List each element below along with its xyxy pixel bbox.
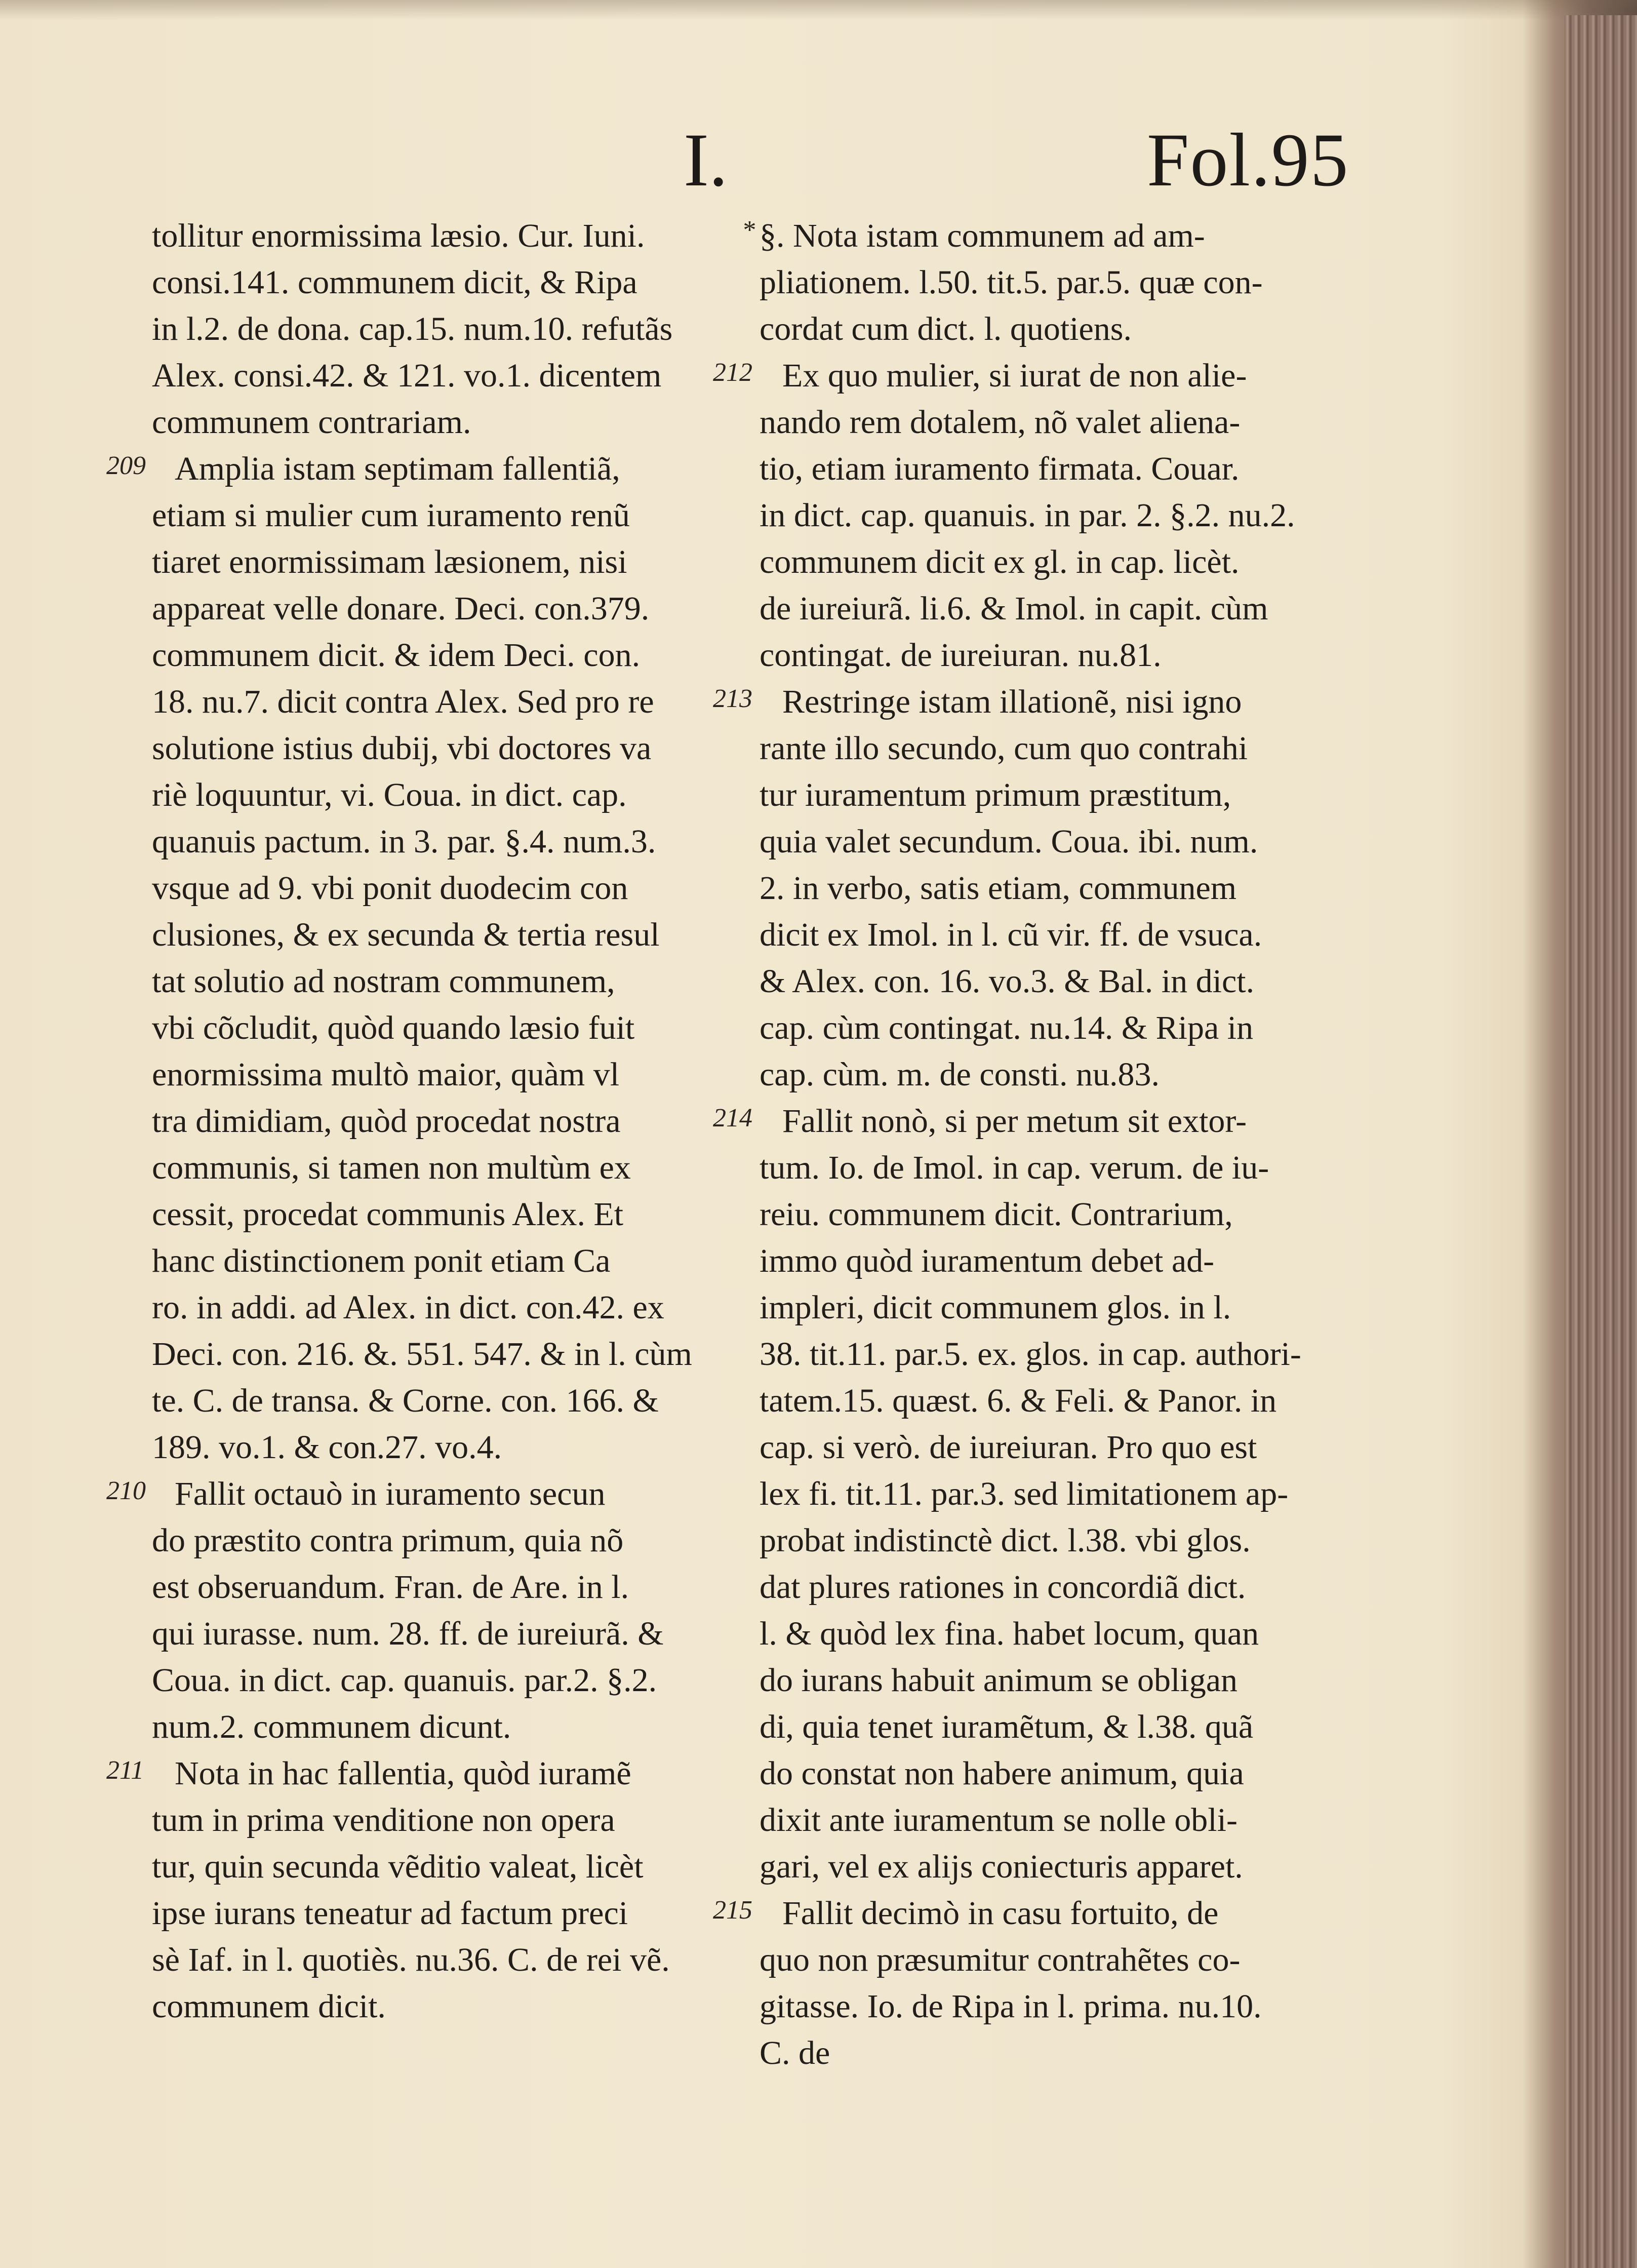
text-line: communem dicit. & idem Deci. con. (152, 637, 641, 674)
page-top-shadow (0, 0, 1637, 20)
text-line: ipse iurans teneatur ad factum preci (152, 1895, 628, 1932)
text-line: lex fi. tit.11. par.3. sed limitationem ap- (760, 1475, 1289, 1512)
text-line: pliationem. l.50. tit.5. par.5. quæ con- (760, 264, 1263, 301)
text-line: immo quòd iuramentum debet ad- (760, 1242, 1215, 1279)
text-line: sè Iaf. in l. quotiès. nu.36. C. de rei vẽ. (152, 1941, 670, 1978)
text-line: communem dicit ex gl. in cap. licèt. (760, 543, 1240, 580)
paragraph-number: 215 (713, 1896, 752, 1925)
text-line: tur iuramentum primum præstitum, (760, 776, 1231, 813)
text-line: dat plures rationes in concordiã dict. (760, 1569, 1246, 1606)
text-line: tollitur enormissima læsio. Cur. Iuni. (152, 217, 645, 254)
text-line: de iureiurã. li.6. & Imol. in capit. cùm (760, 590, 1268, 627)
text-line: impleri, dicit communem glos. in l. (760, 1289, 1231, 1326)
text-line: reiu. communem dicit. Contrarium, (760, 1196, 1233, 1233)
text-line: tur, quin secunda vẽditio valeat, licèt (152, 1848, 644, 1885)
text-line: Nota in hac fallentia, quòd iuramẽ (175, 1755, 631, 1792)
text-line: in l.2. de dona. cap.15. num.10. refutãs (152, 310, 673, 347)
text-line: in dict. cap. quanuis. in par. 2. §.2. nu.2. (760, 497, 1295, 534)
text-line: qui iurasse. num. 28. ff. de iureiurã. & (152, 1615, 664, 1652)
text-line: Fallit octauò in iuramento secun (175, 1475, 606, 1512)
text-line: Deci. con. 216. &. 551. 547. & in l. cùm (152, 1336, 692, 1373)
text-line: do constat non habere animum, quia (760, 1755, 1244, 1792)
paragraph-number: 211 (106, 1756, 144, 1785)
text-line: contingat. de iureiuran. nu.81. (760, 637, 1162, 674)
text-line: C. de (760, 2035, 830, 2071)
text-line: probat indistinctè dict. l.38. vbi glos. (760, 1522, 1251, 1559)
paragraph-number: 210 (106, 1476, 146, 1505)
text-line: do iurans habuit animum se obligan (760, 1662, 1238, 1699)
text-line: cap. cùm contingat. nu.14. & Ripa in (760, 1009, 1254, 1046)
text-line: tum in prima venditione non opera (152, 1802, 615, 1839)
text-line: Amplia istam septimam fallentiã, (175, 450, 620, 487)
text-line: clusiones, & ex secunda & tertia resul (152, 916, 660, 953)
text-line: vbi cõcludit, quòd quando læsio fuit (152, 1009, 635, 1046)
text-line: Alex. consi.42. & 121. vo.1. dicentem (152, 357, 662, 394)
text-line: etiam si mulier cum iuramento renũ (152, 497, 630, 534)
text-line: tio, etiam iuramento firmata. Couar. (760, 450, 1240, 487)
text-line: l. & quòd lex fina. habet locum, quan (760, 1615, 1259, 1652)
text-line: Fallit nonò, si per metum sit extor- (782, 1103, 1247, 1140)
text-line: tat solutio ad nostram communem, (152, 963, 615, 1000)
text-line: di, quia tenet iuramẽtum, & l.38. quã (760, 1708, 1254, 1745)
text-line: num.2. communem dicunt. (152, 1708, 511, 1745)
text-line: tatem.15. quæst. 6. & Feli. & Panor. in (760, 1382, 1277, 1419)
folio-number: Fol.95 (1147, 118, 1349, 202)
text-line: ro. in addi. ad Alex. in dict. con.42. ex (152, 1289, 664, 1326)
paragraph-number: 213 (713, 684, 752, 713)
paragraph-number: 209 (106, 451, 146, 480)
text-line: solutione istius dubij, vbi doctores va (152, 730, 652, 767)
text-line: cap. cùm. m. de consti. nu.83. (760, 1056, 1160, 1093)
text-line: Ex quo mulier, si iurat de non alie- (782, 357, 1247, 394)
text-line: Fallit decimò in casu fortuito, de (782, 1895, 1219, 1932)
text-line: & Alex. con. 16. vo.3. & Bal. in dict. (760, 963, 1255, 1000)
text-line: riè loquuntur, vi. Coua. in dict. cap. (152, 776, 627, 813)
text-line: quo non præsumitur contrahẽtes co- (760, 1941, 1241, 1978)
text-line: vsque ad 9. vbi ponit duodecim con (152, 870, 628, 907)
text-line: gitasse. Io. de Ripa in l. prima. nu.10. (760, 1988, 1262, 2025)
text-line: te. C. de transa. & Corne. con. 166. & (152, 1382, 659, 1419)
text-line: quanuis pactum. in 3. par. §.4. num.3. (152, 823, 656, 860)
text-line: est obseruandum. Fran. de Are. in l. (152, 1569, 629, 1606)
text-line: tra dimidiam, quòd procedat nostra (152, 1103, 621, 1140)
text-line: cordat cum dict. l. quotiens. (760, 310, 1132, 347)
asterisk-mark: * (742, 216, 755, 245)
text-line: dixit ante iuramentum se nolle obli- (760, 1802, 1237, 1839)
text-line: gari, vel ex alijs coniecturis apparet. (760, 1848, 1243, 1885)
text-line: Restringe istam illationẽ, nisi igno (782, 683, 1242, 720)
text-line: rante illo secundo, cum quo contrahi (760, 730, 1248, 767)
text-line: tum. Io. de Imol. in cap. verum. de iu- (760, 1149, 1269, 1186)
paragraph-number: 214 (713, 1104, 752, 1132)
book-fore-edge (1565, 15, 1637, 2268)
paragraph-number: 212 (713, 358, 752, 387)
text-line: communis, si tamen non multùm ex (152, 1149, 631, 1186)
text-line: 189. vo.1. & con.27. vo.4. (152, 1429, 502, 1466)
text-line: 18. nu.7. dicit contra Alex. Sed pro re (152, 683, 654, 720)
text-line: cap. si verò. de iureiuran. Pro quo est (760, 1429, 1257, 1466)
text-line: Coua. in dict. cap. quanuis. par.2. §.2. (152, 1662, 657, 1699)
text-line: §. Nota istam communem ad am- (760, 217, 1205, 254)
text-line: do præstito contra primum, quia nõ (152, 1522, 624, 1559)
text-line: hanc distinctionem ponit etiam Ca (152, 1242, 611, 1279)
text-line: 38. tit.11. par.5. ex. glos. in cap. authori- (760, 1336, 1301, 1373)
text-line: communem dicit. (152, 1988, 386, 2025)
text-line: quia valet secundum. Coua. ibi. num. (760, 823, 1258, 860)
text-line: communem contrariam. (152, 404, 471, 441)
text-line: appareat velle donare. Deci. con.379. (152, 590, 650, 627)
text-line: tiaret enormissimam læsionem, nisi (152, 543, 627, 580)
text-line: dicit ex Imol. in l. cũ vir. ff. de vsuca. (760, 916, 1262, 953)
text-line: 2. in verbo, satis etiam, communem (760, 870, 1237, 907)
text-line: nando rem dotalem, nõ valet aliena- (760, 404, 1241, 441)
text-line: consi.141. communem dicit, & Ripa (152, 264, 637, 301)
text-line: enormissima multò maior, quàm vl (152, 1056, 620, 1093)
text-line: cessit, procedat communis Alex. Et (152, 1196, 624, 1233)
signature-mark: I. (684, 118, 728, 202)
